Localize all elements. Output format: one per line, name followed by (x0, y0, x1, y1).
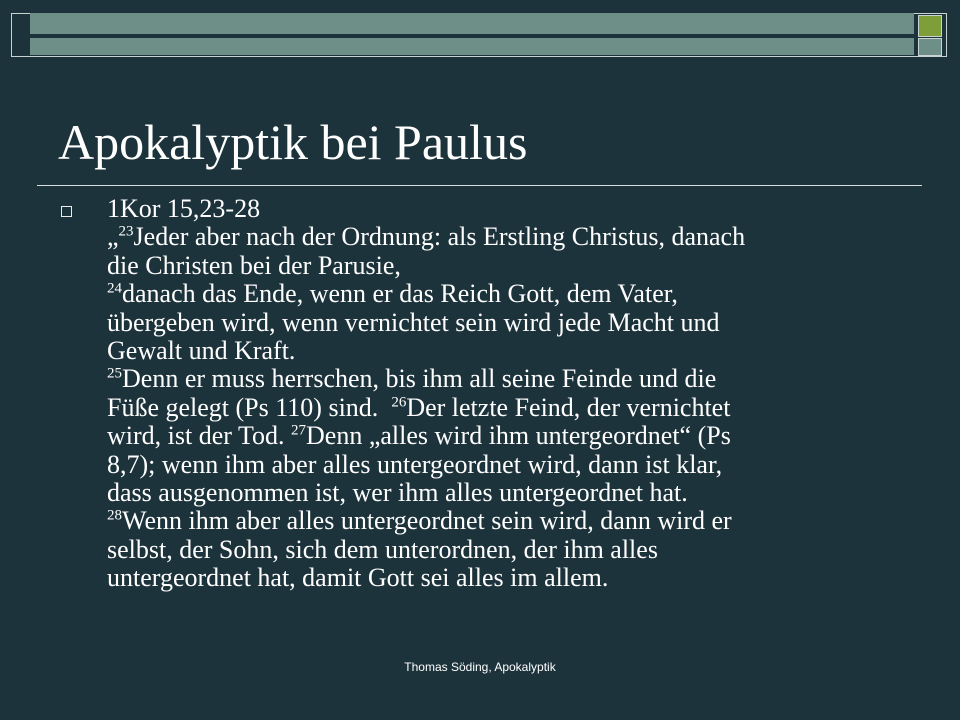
title-divider (37, 185, 922, 186)
verse-24-line-1: $^{24}$danach das Ende, wenn er das Reich Gott, dem Vater, (107, 279, 678, 309)
verse-27-line-2: 8,7); wenn ihm aber alles untergeordnet wird, dann ist klar, (107, 449, 723, 479)
slide-body (107, 195, 907, 593)
verse-28-line-3: untergeordnet hat, damit Gott sei alles im allem. (107, 563, 609, 593)
verse-number: 26 (391, 394, 407, 411)
bible-reference: 1Kor 15,23-28 (107, 194, 261, 223)
verse-23-line-2: die Christen bei der Parusie, (107, 250, 401, 280)
verse-number: 23 (118, 223, 134, 240)
verse-number: 24 (107, 280, 122, 297)
header-decoration-bar-lower (30, 38, 914, 55)
verse-24-line-2: übergeben wird, wenn vernichtet sein wird jede Macht und (107, 307, 720, 337)
slide-title: Apokalyptik bei Paulus (58, 114, 528, 170)
verse-24-line-3: Gewalt und Kraft. (107, 336, 296, 366)
verse-25-line-1: $^{25}$Denn er muss herrschen, bis ihm all seine Feinde und die (107, 364, 717, 394)
verse-number: 28 (107, 507, 122, 524)
verse-number: 25 (107, 365, 122, 382)
slide-footer: Thomas Söding, Apokalyptik (404, 660, 556, 674)
verse-28-line-1: $^{28}$Wenn ihm aber alles untergeordnet sein wird, dann wird er (107, 506, 732, 536)
verse-25-26-line: Füße gelegt (Ps 110) sind. $^{26}$Der letzte Feind, der vernichtet (107, 392, 731, 422)
verse-23-line-1: „$^{23}$Jeder aber nach der Ordnung: als Erstling Christus, danach (107, 222, 746, 252)
header-accent-square (918, 15, 942, 37)
header-square (918, 38, 942, 56)
verse-27-line-3: dass ausgenommen ist, wer ihm alles untergeordnet hat. (107, 478, 688, 508)
verse-number: 27 (291, 422, 307, 439)
verse-26-27-line: wird, ist der Tod. $^{27}$Denn „alles wird ihm untergeordnet“ (Ps (107, 421, 731, 451)
verse-28-line-2: selbst, der Sohn, sich dem unterordnen, der ihm alles (107, 534, 658, 564)
hollow-square-bullet-icon (61, 206, 72, 217)
header-decoration-bar (30, 13, 914, 34)
